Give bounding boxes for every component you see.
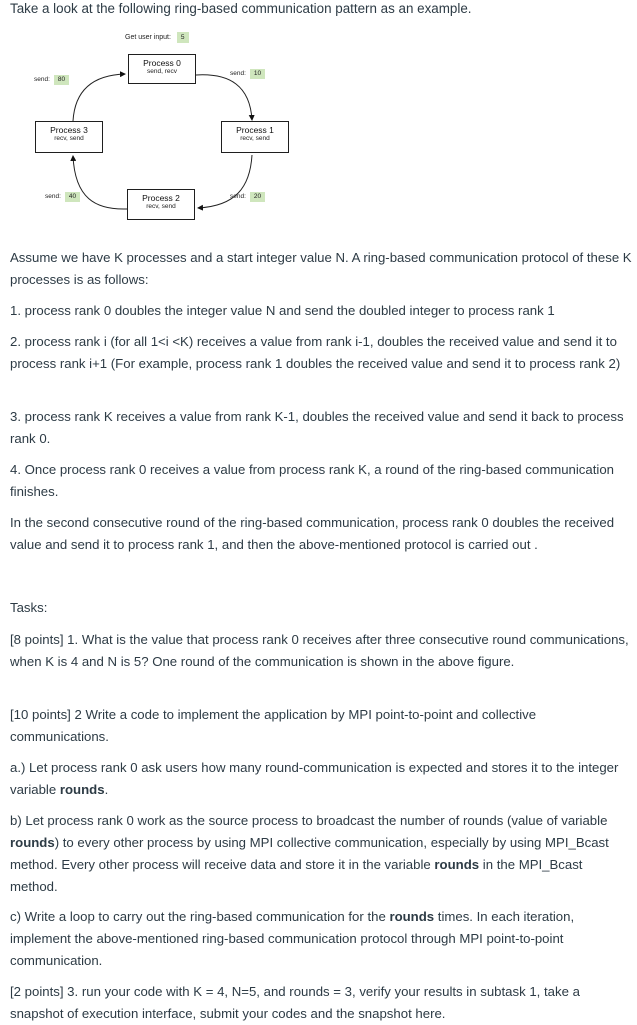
tasks-heading: Tasks: (10, 600, 48, 615)
protocol-step-4: 4. Once process rank 0 receives a value from process rank K, a round of the ring-based communication finishes. (10, 462, 614, 499)
process-2-node: Process 2 recv, send (127, 189, 195, 220)
send-label-p0: send: 10 (230, 69, 265, 79)
process-1-node: Process 1 recv, send (221, 121, 289, 153)
task-2: [10 points] 2 Write a code to implement the application by MPI point-to-point and collective communications. (10, 707, 537, 744)
protocol-step-3: 3. process rank K receives a value from rank K-1, doubles the received value and send it back to process rank 0. (10, 409, 624, 446)
task-1: [8 points] 1. What is the value that process rank 0 receives after three consecutive round communications, when K is 4 and N is 5? One round of the communication is shown in the above figure. (10, 632, 629, 669)
ring-diagram (0, 28, 320, 228)
send-label-p3: send: 80 (34, 75, 69, 85)
task-2b: b) Let process rank 0 work as the source process to broadcast the number of rounds (value of variable rounds) to every other process by using MPI collective communication, especially by using MPI_Bcast method. Every other process will receive data and store it in the variable rounds in the MPI_Bcast method. (10, 813, 609, 894)
arrow-p3-p0 (73, 74, 125, 121)
arrow-p2-p3 (73, 156, 127, 209)
intro-text: Take a look at the following ring-based communication pattern as an example. (10, 1, 472, 16)
send-label-p1: send: 20 (230, 192, 265, 202)
task-2a: a.) Let process rank 0 ask users how many round-communication is expected and stores it to the integer variable rounds. (10, 760, 619, 797)
protocol-step-1: 1. process rank 0 doubles the integer value N and send the doubled integer to process rank 1 (10, 303, 555, 318)
send-label-p2: send: 40 (45, 192, 80, 202)
task-2c: c) Write a loop to carry out the ring-based communication for the rounds times. In each iteration, implement the above-mentioned ring-based communication protocol through MPI point-to-point communication. (10, 909, 575, 968)
protocol-step-2: 2. process rank i (for all 1<i <K) receives a value from rank i-1, doubles the received value and send it to process rank i+1 (For example, process rank 1 doubles the received value and send it to process rank 2) (10, 334, 621, 371)
protocol-second-round: In the second consecutive round of the ring-based communication, process rank 0 doubles the received value and send it to process rank 1, and then the above-mentioned protocol is carried out . (10, 515, 615, 552)
input-value: 5 (177, 32, 189, 43)
process-3-node: Process 3 recv, send (35, 121, 103, 153)
arrow-p0-p1 (196, 75, 252, 120)
protocol-p1: Assume we have K processes and a start integer value N. A ring-based communication protocol of these K processes is as follows: (10, 250, 632, 287)
process-0-node: Process 0 send, recv (128, 54, 196, 84)
input-label: Get user input: 5 (125, 32, 189, 43)
task-3: [2 points] 3. run your code with K = 4, N=5, and rounds = 3, verify your results in subtask 1, take a snapshot of execution interface, submit your codes and the snapshot here. (10, 984, 580, 1021)
